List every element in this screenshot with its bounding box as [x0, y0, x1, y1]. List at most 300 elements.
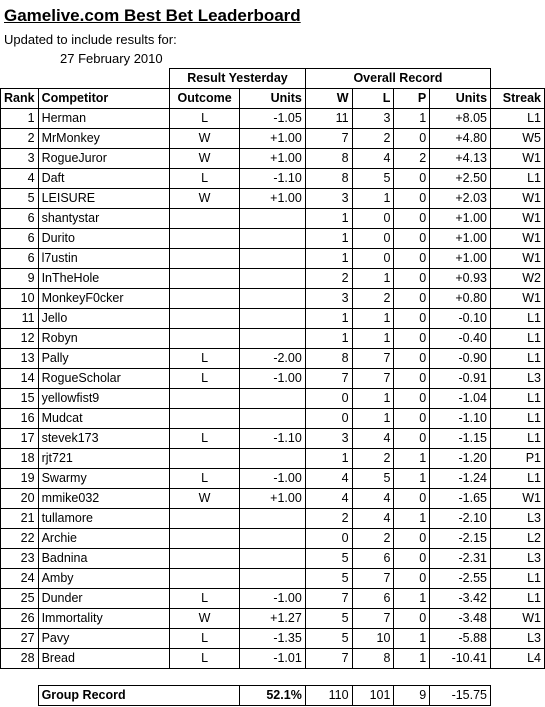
cell-outcome: W — [170, 129, 240, 149]
cell-streak: L3 — [491, 509, 545, 529]
cell-units-overall: -0.10 — [430, 309, 491, 329]
cell-units-overall: +1.00 — [430, 229, 491, 249]
cell-wins: 0 — [305, 389, 352, 409]
table-row — [1, 409, 545, 429]
cell-units-yesterday — [240, 569, 306, 589]
cell-pushes: 0 — [394, 269, 430, 289]
cell-rank: 15 — [1, 389, 39, 409]
cell-wins: 1 — [305, 449, 352, 469]
cell-losses: 4 — [352, 509, 394, 529]
cell-wins: 7 — [305, 369, 352, 389]
cell-rank: 27 — [1, 629, 39, 649]
cell-wins: 0 — [305, 409, 352, 429]
cell-wins: 7 — [305, 129, 352, 149]
cell-units-overall: +1.00 — [430, 209, 491, 229]
cell-pushes: 0 — [394, 289, 430, 309]
cell-units-overall: -1.15 — [430, 429, 491, 449]
cell-units-overall: -3.48 — [430, 609, 491, 629]
cell-streak: W5 — [491, 129, 545, 149]
cell-units-overall: -2.10 — [430, 509, 491, 529]
table-row — [1, 609, 545, 629]
cell-wins: 4 — [305, 469, 352, 489]
cell-units-overall: +8.05 — [430, 109, 491, 129]
cell-losses: 2 — [352, 129, 394, 149]
cell-units-yesterday — [240, 229, 306, 249]
cell-units-overall: -3.42 — [430, 589, 491, 609]
cell-competitor: Amby — [38, 569, 170, 589]
cell-pushes: 0 — [394, 609, 430, 629]
cell-outcome: W — [170, 609, 240, 629]
cell-pushes: 0 — [394, 189, 430, 209]
cell-competitor: Swarmy — [38, 469, 170, 489]
leaderboard-table — [0, 68, 545, 706]
cell-units-yesterday — [240, 509, 306, 529]
cell-wins: 1 — [305, 249, 352, 269]
cell-losses: 0 — [352, 249, 394, 269]
cell-pushes: 1 — [394, 629, 430, 649]
overall-record-header: Overall Record — [305, 69, 490, 89]
cell-pushes: 0 — [394, 169, 430, 189]
cell-pushes: 0 — [394, 389, 430, 409]
cell-competitor: MrMonkey — [38, 129, 170, 149]
cell-competitor: mmike032 — [38, 489, 170, 509]
cell-units-overall: +4.80 — [430, 129, 491, 149]
cell-wins: 1 — [305, 229, 352, 249]
cell-streak: L3 — [491, 549, 545, 569]
cell-units-overall: -1.65 — [430, 489, 491, 509]
cell-streak: L3 — [491, 629, 545, 649]
cell-units-yesterday: -1.00 — [240, 589, 306, 609]
cell-units-overall: -10.41 — [430, 649, 491, 669]
cell-losses: 4 — [352, 149, 394, 169]
cell-pushes: 1 — [394, 469, 430, 489]
cell-pushes: 0 — [394, 409, 430, 429]
cell-units-yesterday: -1.10 — [240, 429, 306, 449]
table-row — [1, 649, 545, 669]
cell-competitor: Jello — [38, 309, 170, 329]
cell-units-yesterday: +1.00 — [240, 489, 306, 509]
cell-losses: 1 — [352, 329, 394, 349]
cell-wins: 5 — [305, 549, 352, 569]
cell-streak: W1 — [491, 149, 545, 169]
cell-streak: L2 — [491, 529, 545, 549]
cell-losses: 1 — [352, 409, 394, 429]
cell-competitor: l7ustin — [38, 249, 170, 269]
table-row — [1, 269, 545, 289]
cell-pushes: 0 — [394, 489, 430, 509]
group-record-pushes: 9 — [394, 686, 430, 706]
cell-losses: 6 — [352, 589, 394, 609]
cell-wins: 7 — [305, 649, 352, 669]
cell-units-yesterday — [240, 529, 306, 549]
cell-outcome — [170, 409, 240, 429]
cell-wins: 8 — [305, 149, 352, 169]
cell-units-yesterday: -1.10 — [240, 169, 306, 189]
col-header-streak: Streak — [491, 89, 545, 109]
column-header-row — [1, 89, 545, 109]
table-row — [1, 209, 545, 229]
cell-units-yesterday — [240, 249, 306, 269]
cell-losses: 0 — [352, 209, 394, 229]
table-row — [1, 489, 545, 509]
cell-losses: 5 — [352, 469, 394, 489]
cell-pushes: 0 — [394, 569, 430, 589]
cell-units-overall: -1.04 — [430, 389, 491, 409]
cell-competitor: MonkeyF0cker — [38, 289, 170, 309]
cell-units-yesterday — [240, 309, 306, 329]
cell-outcome — [170, 509, 240, 529]
group-record-losses: 101 — [352, 686, 394, 706]
cell-competitor: Mudcat — [38, 409, 170, 429]
cell-outcome — [170, 529, 240, 549]
cell-outcome — [170, 289, 240, 309]
cell-wins: 0 — [305, 529, 352, 549]
col-header-units-yesterday: Units — [240, 89, 306, 109]
table-row — [1, 149, 545, 169]
cell-pushes: 0 — [394, 249, 430, 269]
cell-rank: 18 — [1, 449, 39, 469]
cell-outcome: L — [170, 169, 240, 189]
cell-pushes: 1 — [394, 649, 430, 669]
cell-pushes: 0 — [394, 329, 430, 349]
cell-units-yesterday — [240, 549, 306, 569]
page-title: Gamelive.com Best Bet Leaderboard — [4, 6, 301, 25]
cell-losses: 4 — [352, 489, 394, 509]
col-header-outcome: Outcome — [170, 89, 240, 109]
cell-pushes: 1 — [394, 109, 430, 129]
cell-wins: 3 — [305, 429, 352, 449]
table-row — [1, 129, 545, 149]
cell-wins: 5 — [305, 629, 352, 649]
cell-streak: L1 — [491, 329, 545, 349]
cell-units-yesterday: -1.35 — [240, 629, 306, 649]
cell-outcome: W — [170, 149, 240, 169]
col-header-p: P — [394, 89, 430, 109]
group-header-row — [1, 69, 545, 89]
cell-outcome — [170, 329, 240, 349]
cell-wins: 1 — [305, 209, 352, 229]
cell-outcome — [170, 209, 240, 229]
cell-units-overall: -1.20 — [430, 449, 491, 469]
spacer-row — [1, 669, 545, 686]
cell-competitor: LEISURE — [38, 189, 170, 209]
cell-competitor: RogueScholar — [38, 369, 170, 389]
cell-wins: 8 — [305, 349, 352, 369]
cell-units-yesterday: +1.00 — [240, 129, 306, 149]
cell-units-yesterday: -2.00 — [240, 349, 306, 369]
table-row — [1, 509, 545, 529]
cell-units-overall: +0.93 — [430, 269, 491, 289]
cell-rank: 2 — [1, 129, 39, 149]
cell-outcome — [170, 449, 240, 469]
cell-rank: 6 — [1, 209, 39, 229]
cell-units-yesterday: -1.00 — [240, 469, 306, 489]
cell-units-overall: -0.40 — [430, 329, 491, 349]
cell-rank: 21 — [1, 509, 39, 529]
cell-losses: 10 — [352, 629, 394, 649]
cell-streak: L1 — [491, 309, 545, 329]
cell-competitor: Dunder — [38, 589, 170, 609]
cell-units-overall: -5.88 — [430, 629, 491, 649]
table-row — [1, 249, 545, 269]
cell-units-yesterday — [240, 329, 306, 349]
cell-rank: 20 — [1, 489, 39, 509]
col-header-rank: Rank — [1, 89, 39, 109]
cell-units-yesterday: -1.00 — [240, 369, 306, 389]
cell-streak: L3 — [491, 369, 545, 389]
cell-streak: L1 — [491, 109, 545, 129]
cell-pushes: 2 — [394, 149, 430, 169]
cell-outcome: L — [170, 349, 240, 369]
cell-outcome — [170, 309, 240, 329]
cell-outcome — [170, 389, 240, 409]
cell-rank: 12 — [1, 329, 39, 349]
cell-streak: W1 — [491, 289, 545, 309]
cell-losses: 1 — [352, 189, 394, 209]
cell-streak: L1 — [491, 469, 545, 489]
cell-streak: L1 — [491, 429, 545, 449]
group-record-label: Group Record — [38, 686, 239, 706]
cell-outcome — [170, 249, 240, 269]
cell-streak: W1 — [491, 489, 545, 509]
cell-pushes: 0 — [394, 429, 430, 449]
cell-units-yesterday: -1.05 — [240, 109, 306, 129]
table-row — [1, 109, 545, 129]
cell-pushes: 0 — [394, 549, 430, 569]
cell-wins: 5 — [305, 569, 352, 589]
cell-competitor: rjt721 — [38, 449, 170, 469]
table-row — [1, 529, 545, 549]
cell-units-overall: -2.15 — [430, 529, 491, 549]
cell-units-yesterday — [240, 409, 306, 429]
cell-streak: L1 — [491, 589, 545, 609]
cell-pushes: 0 — [394, 349, 430, 369]
cell-streak: W1 — [491, 209, 545, 229]
cell-streak: L1 — [491, 409, 545, 429]
group-record-pct: 52.1% — [240, 686, 306, 706]
cell-losses: 7 — [352, 609, 394, 629]
table-row — [1, 329, 545, 349]
cell-units-yesterday — [240, 449, 306, 469]
cell-rank: 19 — [1, 469, 39, 489]
cell-rank: 11 — [1, 309, 39, 329]
cell-wins: 4 — [305, 489, 352, 509]
cell-pushes: 1 — [394, 449, 430, 469]
cell-competitor: Herman — [38, 109, 170, 129]
cell-units-yesterday — [240, 269, 306, 289]
cell-outcome — [170, 569, 240, 589]
cell-outcome: W — [170, 189, 240, 209]
table-row — [1, 349, 545, 369]
cell-streak: W1 — [491, 249, 545, 269]
cell-outcome: L — [170, 109, 240, 129]
cell-units-yesterday: +1.00 — [240, 189, 306, 209]
cell-units-overall: +2.50 — [430, 169, 491, 189]
group-record-row — [1, 686, 545, 706]
cell-units-overall: -0.90 — [430, 349, 491, 369]
cell-outcome — [170, 549, 240, 569]
cell-competitor: RogueJuror — [38, 149, 170, 169]
cell-losses: 5 — [352, 169, 394, 189]
cell-units-overall: +2.03 — [430, 189, 491, 209]
cell-competitor: Archie — [38, 529, 170, 549]
cell-competitor: tullamore — [38, 509, 170, 529]
result-yesterday-header: Result Yesterday — [170, 69, 306, 89]
cell-competitor: Pavy — [38, 629, 170, 649]
cell-units-yesterday: +1.00 — [240, 149, 306, 169]
table-row — [1, 549, 545, 569]
cell-rank: 23 — [1, 549, 39, 569]
cell-outcome — [170, 229, 240, 249]
cell-competitor: Badnina — [38, 549, 170, 569]
col-header-units-overall: Units — [430, 89, 491, 109]
cell-losses: 4 — [352, 429, 394, 449]
cell-rank: 6 — [1, 249, 39, 269]
cell-outcome: L — [170, 649, 240, 669]
cell-streak: L1 — [491, 569, 545, 589]
cell-pushes: 0 — [394, 369, 430, 389]
cell-competitor: Immortality — [38, 609, 170, 629]
cell-pushes: 0 — [394, 309, 430, 329]
cell-competitor: stevek173 — [38, 429, 170, 449]
table-row — [1, 289, 545, 309]
cell-units-overall: +0.80 — [430, 289, 491, 309]
table-row — [1, 369, 545, 389]
cell-wins: 2 — [305, 509, 352, 529]
cell-rank: 6 — [1, 229, 39, 249]
cell-streak: L1 — [491, 389, 545, 409]
cell-rank: 3 — [1, 149, 39, 169]
cell-units-overall: -1.10 — [430, 409, 491, 429]
table-row — [1, 189, 545, 209]
cell-wins: 11 — [305, 109, 352, 129]
cell-units-overall: -0.91 — [430, 369, 491, 389]
cell-competitor: yellowfist9 — [38, 389, 170, 409]
cell-competitor: shantystar — [38, 209, 170, 229]
cell-streak: L1 — [491, 349, 545, 369]
col-header-l: L — [352, 89, 394, 109]
cell-losses: 2 — [352, 529, 394, 549]
cell-losses: 7 — [352, 369, 394, 389]
cell-outcome: L — [170, 629, 240, 649]
cell-competitor: Daft — [38, 169, 170, 189]
cell-streak: P1 — [491, 449, 545, 469]
cell-streak: W1 — [491, 189, 545, 209]
cell-outcome — [170, 269, 240, 289]
cell-competitor: Pally — [38, 349, 170, 369]
cell-outcome: L — [170, 429, 240, 449]
cell-rank: 22 — [1, 529, 39, 549]
cell-units-yesterday — [240, 389, 306, 409]
results-date: 27 February 2010 — [60, 51, 163, 66]
cell-rank: 17 — [1, 429, 39, 449]
cell-units-overall: -2.55 — [430, 569, 491, 589]
group-record-wins: 110 — [305, 686, 352, 706]
cell-wins: 1 — [305, 309, 352, 329]
cell-units-yesterday: +1.27 — [240, 609, 306, 629]
table-row — [1, 309, 545, 329]
cell-competitor: Durito — [38, 229, 170, 249]
cell-losses: 6 — [352, 549, 394, 569]
cell-rank: 16 — [1, 409, 39, 429]
cell-units-yesterday — [240, 289, 306, 309]
cell-outcome: L — [170, 469, 240, 489]
cell-rank: 10 — [1, 289, 39, 309]
table-row — [1, 469, 545, 489]
cell-competitor: InTheHole — [38, 269, 170, 289]
group-record-units: -15.75 — [430, 686, 491, 706]
cell-streak: W2 — [491, 269, 545, 289]
cell-wins: 3 — [305, 189, 352, 209]
col-header-competitor: Competitor — [38, 89, 170, 109]
table-row — [1, 389, 545, 409]
cell-streak: L4 — [491, 649, 545, 669]
cell-losses: 2 — [352, 449, 394, 469]
cell-pushes: 0 — [394, 209, 430, 229]
cell-units-yesterday — [240, 209, 306, 229]
cell-outcome: L — [170, 369, 240, 389]
cell-wins: 1 — [305, 329, 352, 349]
cell-streak: W1 — [491, 609, 545, 629]
table-row — [1, 569, 545, 589]
cell-outcome: L — [170, 589, 240, 609]
cell-losses: 1 — [352, 389, 394, 409]
cell-rank: 1 — [1, 109, 39, 129]
cell-streak: L1 — [491, 169, 545, 189]
cell-streak: W1 — [491, 229, 545, 249]
cell-losses: 8 — [352, 649, 394, 669]
cell-rank: 25 — [1, 589, 39, 609]
cell-rank: 28 — [1, 649, 39, 669]
cell-pushes: 0 — [394, 229, 430, 249]
table-row — [1, 229, 545, 249]
cell-losses: 2 — [352, 289, 394, 309]
table-row — [1, 449, 545, 469]
cell-units-overall: +1.00 — [430, 249, 491, 269]
cell-wins: 3 — [305, 289, 352, 309]
cell-rank: 9 — [1, 269, 39, 289]
cell-units-overall: +4.13 — [430, 149, 491, 169]
table-row — [1, 589, 545, 609]
cell-rank: 24 — [1, 569, 39, 589]
cell-losses: 3 — [352, 109, 394, 129]
cell-pushes: 0 — [394, 129, 430, 149]
table-row — [1, 429, 545, 449]
cell-losses: 1 — [352, 269, 394, 289]
cell-losses: 7 — [352, 569, 394, 589]
table-row — [1, 169, 545, 189]
cell-wins: 2 — [305, 269, 352, 289]
cell-losses: 1 — [352, 309, 394, 329]
cell-wins: 8 — [305, 169, 352, 189]
cell-units-yesterday: -1.01 — [240, 649, 306, 669]
cell-losses: 0 — [352, 229, 394, 249]
col-header-w: W — [305, 89, 352, 109]
cell-competitor: Bread — [38, 649, 170, 669]
cell-wins: 5 — [305, 609, 352, 629]
cell-units-overall: -2.31 — [430, 549, 491, 569]
cell-pushes: 1 — [394, 589, 430, 609]
cell-pushes: 1 — [394, 509, 430, 529]
cell-units-overall: -1.24 — [430, 469, 491, 489]
cell-pushes: 0 — [394, 529, 430, 549]
cell-rank: 26 — [1, 609, 39, 629]
updated-label: Updated to include results for: — [4, 32, 177, 47]
cell-rank: 5 — [1, 189, 39, 209]
cell-rank: 13 — [1, 349, 39, 369]
cell-rank: 4 — [1, 169, 39, 189]
cell-competitor: Robyn — [38, 329, 170, 349]
